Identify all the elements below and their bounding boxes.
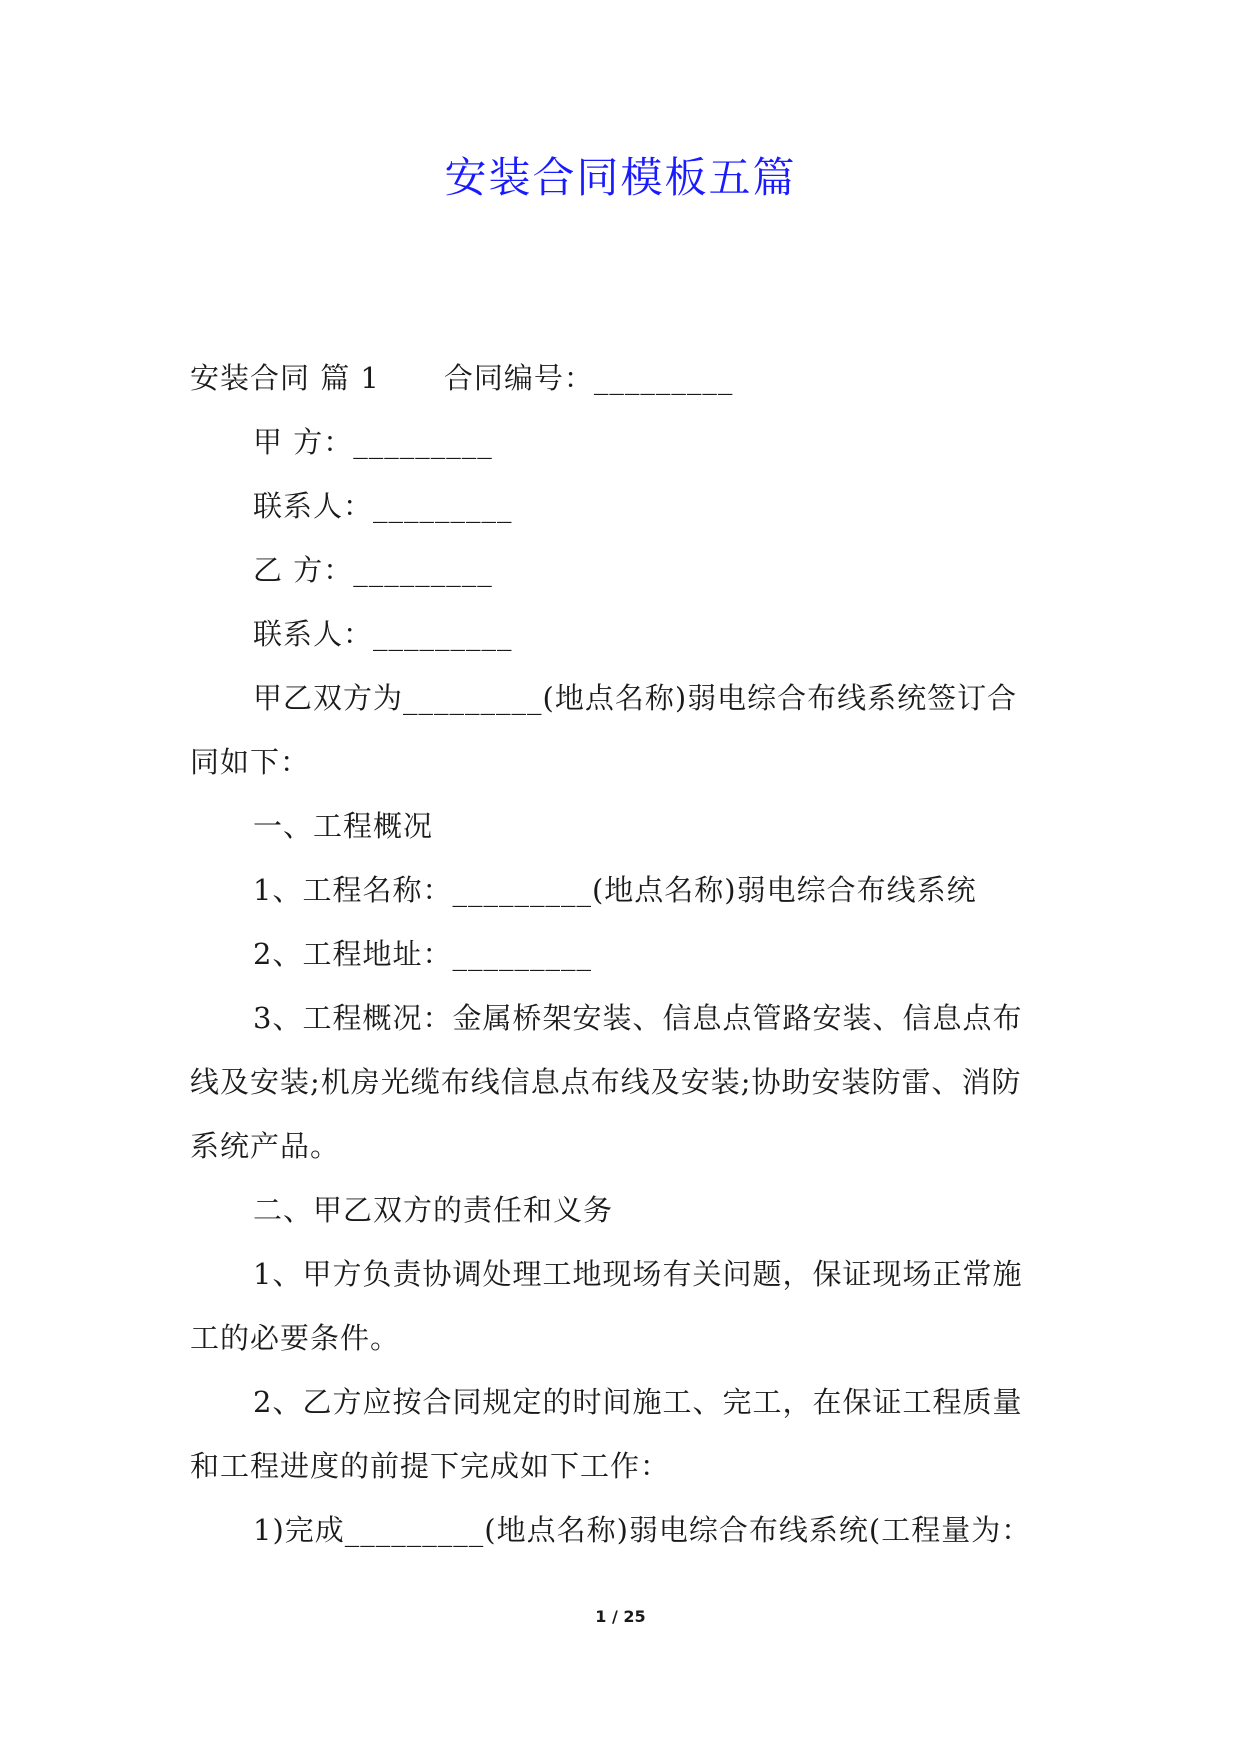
contract-section-label: 安装合同 篇 1: [190, 361, 380, 395]
document-title: 安装合同模板五篇: [444, 153, 797, 202]
body-text-line: 和工程进度的前提下完成如下工作：: [190, 1449, 671, 1483]
body-text-line: 3、工程概况：金属桥架安装、信息点管路安装、信息点布: [253, 1001, 1023, 1035]
section-heading: 一、工程概况: [253, 809, 434, 843]
page-number: 1 / 25: [595, 1607, 646, 1626]
body-text-line: 工的必要条件。: [190, 1321, 401, 1355]
body-text-line: 1、甲方负责协调处理工地现场有关问题，保证现场正常施: [253, 1257, 1023, 1291]
party-b-contact-line: 联系人：_________: [253, 617, 513, 651]
body-text-line: 同如下：: [190, 745, 311, 779]
body-text-line: 系统产品。: [190, 1129, 341, 1163]
body-text-line: 2、工程地址：_________: [253, 937, 592, 971]
party-b-line: 乙 方：_________: [253, 553, 493, 587]
contract-header-line: [190, 358, 733, 398]
party-a-contact-line: 联系人：_________: [253, 489, 513, 523]
body-text-line: 1)完成_________(地点名称)弱电综合布线系统(工程量为：: [253, 1513, 1032, 1547]
body-text-line: 甲乙双方为_________(地点名称)弱电综合布线系统签订合: [253, 681, 1018, 715]
party-a-line: 甲 方：_________: [253, 425, 493, 459]
body-text-line: 2、乙方应按合同规定的时间施工、完工，在保证工程质量: [253, 1385, 1023, 1419]
section-heading: 二、甲乙双方的责任和义务: [253, 1193, 614, 1227]
contract-number-field: 合同编号：_________: [443, 361, 734, 395]
body-text-line: 1、工程名称：_________(地点名称)弱电综合布线系统: [253, 873, 977, 907]
body-text-line: 线及安装;机房光缆布线信息点布线及安装;协助安装防雷、消防: [190, 1065, 1022, 1099]
